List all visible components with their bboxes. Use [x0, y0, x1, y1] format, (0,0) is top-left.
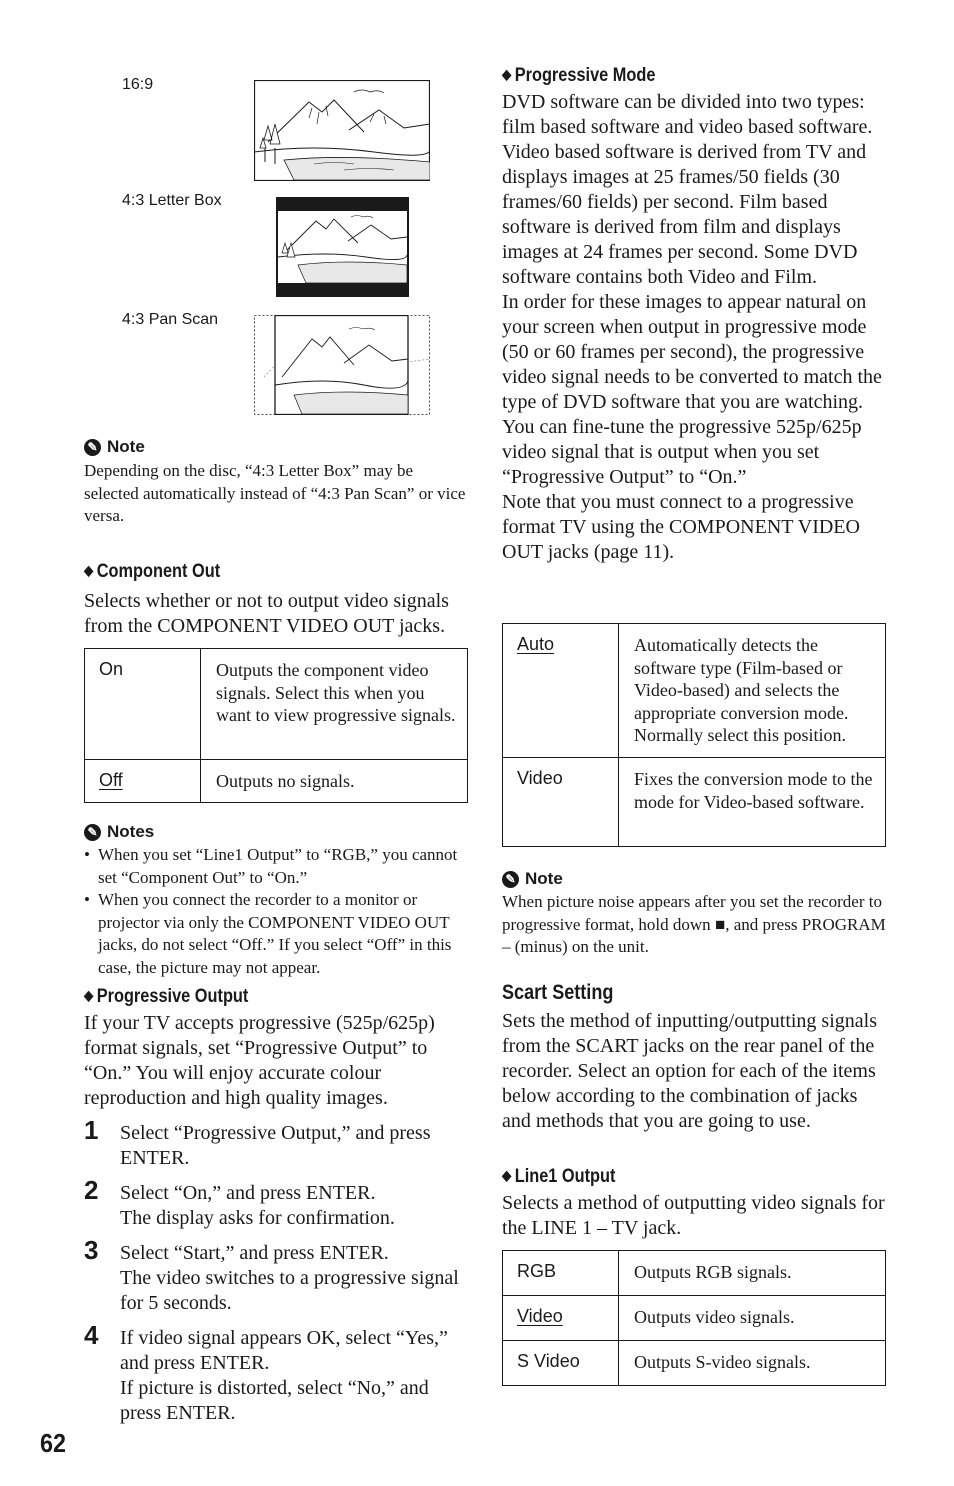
option-description: Outputs no signals.: [201, 760, 468, 803]
line1-output-options-table: [502, 1250, 886, 1386]
table-row: [85, 760, 468, 803]
step-number: 3: [84, 1235, 99, 1265]
table-row: [503, 758, 886, 847]
note-heading: [502, 869, 563, 889]
aspect-label-panscan: 4:3 Pan Scan: [122, 311, 219, 328]
list-item: • When you set “Line1 Output” to “RGB,” you cannot set “Component Out” to “On.”: [84, 844, 468, 889]
diamond-bullet-icon: ◆: [84, 562, 94, 578]
paragraph: DVD software can be divided into two types: film based software and video based software. Video based software is derived from TV and displays images at 25 frames/50 fields (30 frames/60 fields) per second. Film based software is derived from film and displays images at 24 frames per second. Some DVD software contains both Video and Film.: [502, 91, 873, 288]
option-description: Outputs video signals.: [619, 1296, 886, 1341]
list-item: • When you connect the recorder to a monitor or projector via only the COMPONENT VIDEO OUT jacks, do not select “Off.” If you select “Off” in this case, the picture may not appear.: [84, 889, 468, 979]
option-description: Outputs RGB signals.: [619, 1251, 886, 1296]
diamond-bullet-icon: ◆: [502, 1167, 512, 1183]
table-row: [503, 624, 886, 758]
note-icon: ✎: [84, 824, 101, 841]
table-row: [85, 649, 468, 760]
progressive-output-heading-label: Progressive Output: [96, 986, 249, 1007]
paragraph: In order for these images to appear natural on your screen when output in progressive mode (50 or 60 frames per second), the progressive video signal needs to be converted to match the type of DVD software that you are watching.: [502, 291, 882, 413]
note-icon: ✎: [502, 871, 519, 888]
note-heading-label: Note: [525, 869, 563, 888]
option-description: Outputs the component video signals. Select this when you want to view progressive signals.: [201, 649, 468, 760]
diamond-bullet-icon: ◆: [84, 987, 94, 1003]
table-row: [503, 1251, 886, 1296]
step-1: [84, 1115, 468, 1171]
note-text: [502, 891, 886, 959]
component-out-intro: Selects whether or not to output video signals from the COMPONENT VIDEO OUT jacks.: [84, 590, 449, 637]
component-out-heading-label: Component Out: [96, 561, 221, 582]
paragraph: Note that you must connect to a progressive format TV using the COMPONENT VIDEO OUT jacks (page 11).: [502, 491, 860, 563]
step-number: 1: [84, 1115, 99, 1145]
option-key: S Video: [503, 1341, 619, 1386]
scart-setting-intro: Sets the method of inputting/outputting signals from the SCART jacks on the rear panel of the recorder. Select an option for each of the items below according to the combination of jacks and methods that you are going to use.: [502, 1010, 877, 1132]
progressive-mode-options-table: [502, 623, 886, 847]
progressive-mode-heading-label: Progressive Mode: [514, 65, 656, 86]
aspect-label-16-9: 16:9: [122, 76, 154, 93]
option-key-default: Video: [517, 1306, 563, 1326]
step-3: [84, 1235, 468, 1316]
widescreen-illustration: [254, 80, 430, 181]
stop-icon: ■: [714, 914, 726, 934]
option-key: Video: [503, 758, 619, 847]
progressive-output-heading: [84, 986, 248, 1008]
progressive-mode-text: [502, 90, 886, 565]
note-icon: ✎: [84, 439, 101, 456]
letterbox-illustration: [276, 197, 409, 297]
step-subtext: The video switches to a progressive signal for 5 seconds.: [120, 1267, 459, 1314]
line1-output-intro: Selects a method of outputting video signals for the LINE 1 – TV jack.: [502, 1192, 885, 1239]
notes-heading: [84, 822, 154, 842]
step-2: [84, 1175, 468, 1231]
progressive-output-intro: If your TV accepts progressive (525p/625p) format signals, set “Progressive Output” to “On.” You will enjoy accurate colour reproduction and high quality images.: [84, 1012, 435, 1109]
option-description: Automatically detects the software type (Film-based or Video-based) and selects the appropriate conversion mode. Normally select this position.: [619, 624, 886, 758]
note-heading: [84, 437, 145, 457]
step-number: 4: [84, 1320, 99, 1350]
progressive-mode-heading: [502, 65, 655, 87]
aspect-label-letterbox: 4:3 Letter Box: [122, 192, 222, 209]
option-key-default: Off: [99, 770, 123, 790]
component-out-options-table: [84, 648, 468, 803]
option-key-default: Auto: [517, 634, 555, 654]
note-text-part: , and press PROGRAM – (minus) on the unit.: [502, 914, 886, 956]
note-heading-label: Note: [107, 437, 145, 456]
option-description: Outputs S-video signals.: [619, 1341, 886, 1386]
line1-output-heading-label: Line1 Output: [514, 1166, 616, 1187]
line1-output-heading: [502, 1166, 615, 1188]
step-text: Select “On,” and press ENTER.: [120, 1182, 376, 1204]
scart-setting-heading: Scart Setting: [502, 981, 614, 1004]
paragraph: You can fine-tune the progressive 525p/625p video signal that is output when you set “Progressive Output” to “On.”: [502, 416, 862, 488]
note-text: Depending on the disc, “4:3 Letter Box” may be selected automatically instead of “4:3 Pan Scan” or vice versa.: [84, 461, 466, 525]
step-text: Select “Progressive Output,” and press ENTER.: [120, 1122, 431, 1169]
step-number: 2: [84, 1175, 99, 1205]
option-key: On: [85, 649, 201, 760]
page-number: 62: [40, 1428, 67, 1458]
table-row: [503, 1296, 886, 1341]
option-key: RGB: [503, 1251, 619, 1296]
option-description: Fixes the conversion mode to the mode for Video-based software.: [619, 758, 886, 847]
step-subtext: If picture is distorted, select “No,” and press ENTER.: [120, 1377, 429, 1424]
step-text: Select “Start,” and press ENTER.: [120, 1242, 389, 1264]
note-text-part: When picture noise appears after you set the recorder to progressive format, hold down: [502, 892, 882, 934]
notes-list: [84, 844, 468, 979]
step-text: If video signal appears OK, select “Yes,” and press ENTER.: [120, 1327, 448, 1374]
panscan-illustration: [254, 315, 430, 415]
diamond-bullet-icon: ◆: [502, 66, 512, 82]
step-4: [84, 1320, 468, 1426]
table-row: [503, 1341, 886, 1386]
step-subtext: The display asks for confirmation.: [120, 1207, 395, 1229]
component-out-heading: [84, 561, 220, 583]
notes-heading-label: Notes: [107, 822, 155, 841]
